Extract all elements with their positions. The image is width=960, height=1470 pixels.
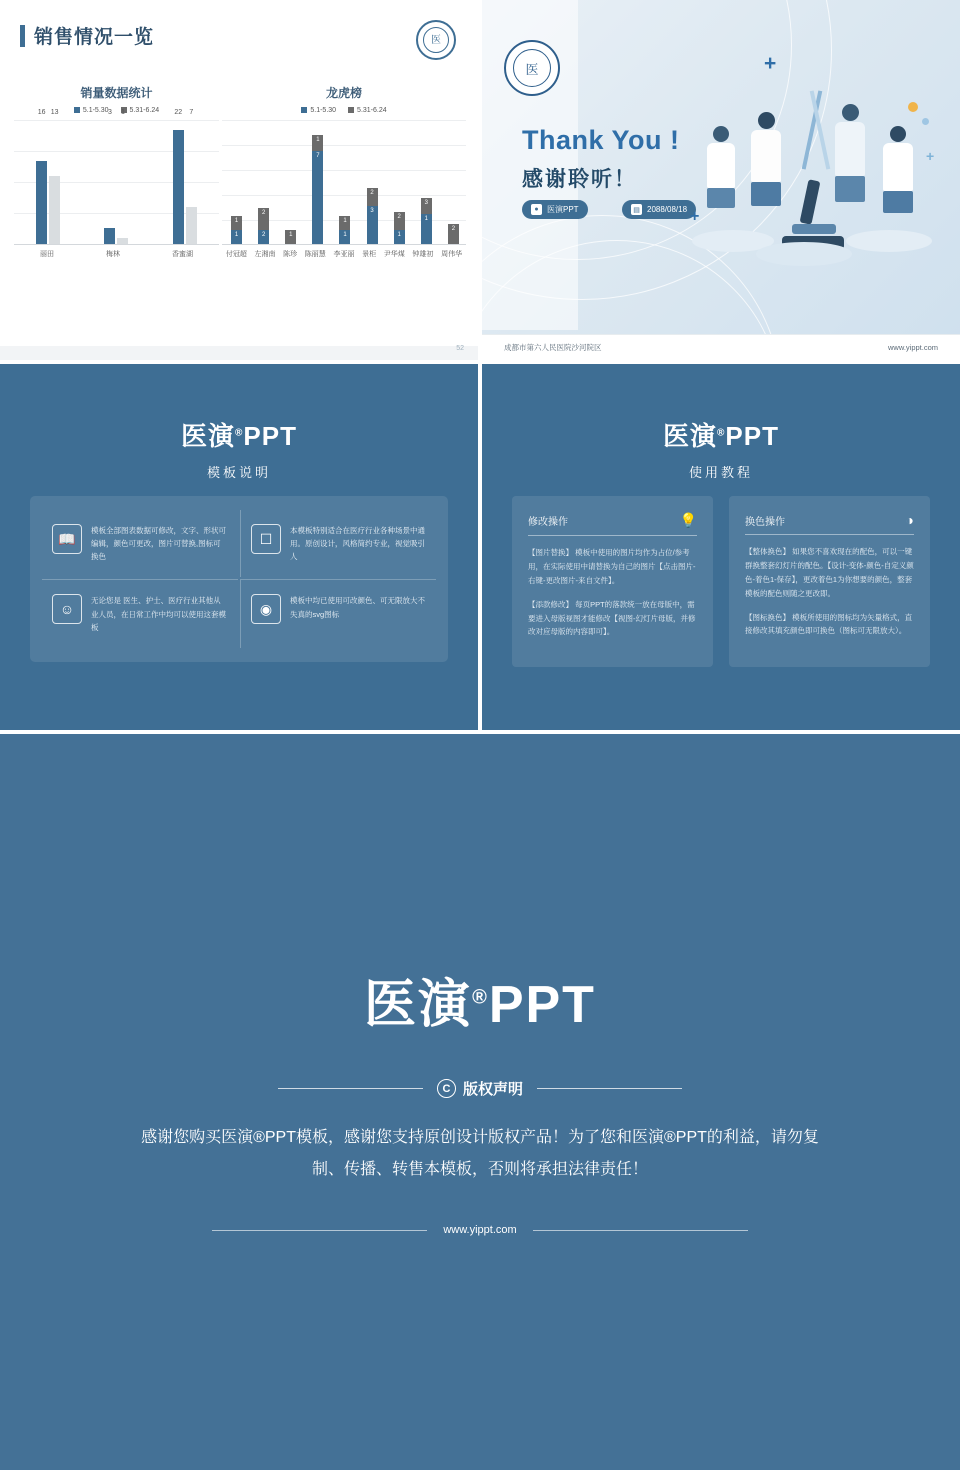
person-icon: ☺ <box>52 594 82 624</box>
bar-group: 1 1 <box>231 120 240 244</box>
chart-b-xaxis: 付冠超 左湘南 陈珍 陈丽慧 李亚丽 景柜 尹华煤 钟雄初 周伟华 <box>225 251 463 258</box>
book-icon: 📖 <box>52 524 82 554</box>
chart-a-title: 销量数据统计 <box>80 86 153 100</box>
brand-name: 医演®PPT <box>181 421 297 451</box>
chart-b-plot <box>222 120 466 245</box>
copyright-paragraph: 感谢您购买医演®PPT模板，感谢您支持原创设计版权产品！为了您和医演®PPT的利益，请勿复制、传播、转售本模板，否则将承担法律责任！ <box>141 1129 819 1178</box>
decor-dot <box>922 118 929 125</box>
user-icon: ● <box>531 204 542 215</box>
bar-group: 1 1 <box>339 120 348 244</box>
slide-page-number: 52 <box>456 345 464 352</box>
feature-cards <box>42 510 436 648</box>
dna-helix <box>800 90 830 170</box>
bar-group: 16 13 <box>36 120 60 244</box>
feature-card <box>240 579 436 647</box>
bar-group: 22 7 <box>173 120 197 244</box>
hospital-logo-inner: 医 <box>423 27 449 53</box>
slide1-title <box>20 22 154 49</box>
copyright-label: 版权声明 <box>462 1081 523 1098</box>
legend-item: 5.1-5.30 <box>74 107 109 114</box>
doctor-figure <box>704 126 738 218</box>
brand-pill <box>522 200 588 219</box>
tutorial-block: 【添款修改】 每页PPT的落款统一放在母版中，需要进入母版视图才能修改【视图-幻灯片母版，并修改对应母版的内容即可】。 <box>528 599 696 637</box>
brand-block <box>482 416 960 481</box>
feature-card-text: 本模板特别适合在医疗行业各种场景中通用。原创设计，风格简约专业，视觉吸引人 <box>290 526 425 562</box>
column-body <box>528 546 697 639</box>
footer-url: www.yippt.com <box>887 343 938 352</box>
divider-left <box>212 1230 427 1231</box>
slide2-footer <box>482 334 960 360</box>
chart-b-title: 龙虎榜 <box>325 86 362 100</box>
bar-group: 2 3 <box>367 120 376 244</box>
column-title: 修改操作 <box>528 517 568 528</box>
bar-group: 1 <box>285 120 294 244</box>
column-head <box>745 512 914 535</box>
feature-card-text: 无论您是 医生、护士、医疗行业其他从业人员，在日常工作中均可以使用这套模板 <box>91 596 226 632</box>
bar-group: 3 1 <box>104 120 128 244</box>
palette-icon: ◉ <box>251 594 281 624</box>
tutorial-column-color <box>729 496 930 667</box>
divider-right <box>533 1230 748 1231</box>
brand-block <box>0 416 478 481</box>
chart-leaderboard <box>222 84 466 259</box>
plus-icon: + <box>926 148 935 164</box>
legend-item: 5.31-6.24 <box>348 107 387 114</box>
feature-card <box>42 510 238 577</box>
feature-card-text: 模板中均已使用可改颜色、可无限放大不失真的svg图标 <box>290 596 425 619</box>
column-head <box>528 512 697 536</box>
brand-pill-label: 医演PPT <box>547 205 579 214</box>
color-icon: ◑ <box>905 512 914 528</box>
thank-you-cn: 感谢聆听！ <box>522 168 637 191</box>
copyright-label-group <box>437 1078 523 1099</box>
copyright-heading <box>0 1078 960 1099</box>
feature-card <box>240 510 436 577</box>
divider-right <box>537 1088 682 1089</box>
tutorial-columns <box>512 496 930 667</box>
copyright-icon: C <box>437 1079 456 1098</box>
title-accent-bar <box>20 25 25 47</box>
tutorial-block: 【图标换色】 模板所使用的图标均为矢量格式，直接修改其填充颜色即可换色（图标可无限放大）。 <box>745 612 913 636</box>
doctor-figure <box>880 126 916 222</box>
tutorial-block: 【图片替换】 模板中使用的图片均作为占位/参考用，在实际使用中请替换为自己的图片【点击图片-右键-更改图片-来自文件】。 <box>528 548 696 585</box>
tutorial-column-edit <box>512 496 713 667</box>
slide-template-intro <box>0 364 478 730</box>
chart-a-xaxis: 丽田 梅林 香蜜湖 <box>40 251 193 258</box>
bar-group: 1 7 <box>312 120 321 244</box>
hospital-logo-icon <box>504 40 560 96</box>
thank-you-en: Thank You ! <box>522 125 680 155</box>
plus-icon: + <box>690 208 700 225</box>
bar-group: 2 1 <box>394 120 403 244</box>
bar-group: 2 <box>448 120 457 244</box>
feature-card <box>42 579 238 647</box>
slide-sales-overview <box>0 0 478 360</box>
feature-card-text: 模板全部图表数据可修改，文字、形状可编辑，颜色可更改，图片可替换,图标可换色 <box>91 526 226 562</box>
plus-icon: + <box>764 52 777 75</box>
slide-copyright <box>0 734 960 1470</box>
calendar-icon: ▤ <box>631 204 642 215</box>
slide4-subtitle: 使用教程 <box>688 465 753 480</box>
column-title: 换色操作 <box>745 516 785 528</box>
hospital-logo-icon <box>416 20 456 60</box>
legend-item: 5.31-6.24 <box>121 107 160 114</box>
feature-card-panel <box>30 496 448 662</box>
url-row <box>0 1224 960 1236</box>
decor-dot <box>908 102 918 112</box>
slide1-bottom-strip <box>0 346 478 360</box>
bulb-icon: 💡 <box>679 512 697 528</box>
divider-left <box>278 1088 423 1089</box>
date-pill-label: 2088/08/18 <box>647 205 688 214</box>
tutorial-block: 【整体换色】 如果您不喜欢现在的配色，可以一键群换整套幻灯片的配色。【设计-变体-颜色-自定义颜色-着色1-保存】，更改着色1为你想要的颜色，整套模板的配色则随之更改即。 <box>745 547 914 598</box>
column-body <box>745 545 914 638</box>
footer-hospital: 成都市第六人民医院沙河院区 <box>504 343 602 352</box>
medical-team-illustration <box>682 30 952 295</box>
page-title: 销售情况一览 <box>34 27 155 48</box>
slide-thank-you <box>482 0 960 360</box>
platform-shape <box>756 242 852 266</box>
platform-shape <box>846 230 932 252</box>
slide3-subtitle: 模板说明 <box>206 465 271 480</box>
brand-logo-large: 医演®PPT <box>364 976 596 1034</box>
bar-group: 3 1 <box>421 120 430 244</box>
hospital-logo-inner: 医 <box>513 49 551 87</box>
chart-b-legend <box>222 107 466 114</box>
site-url: www.yippt.com <box>443 1224 517 1236</box>
brand-name: 医演®PPT <box>663 421 779 451</box>
chart-sales-stats <box>14 84 219 259</box>
legend-item: 5.1-5.30 <box>301 107 336 114</box>
slide-usage-tutorial <box>482 364 960 730</box>
box-icon: ☐ <box>251 524 281 554</box>
bar-group: 2 2 <box>258 120 267 244</box>
